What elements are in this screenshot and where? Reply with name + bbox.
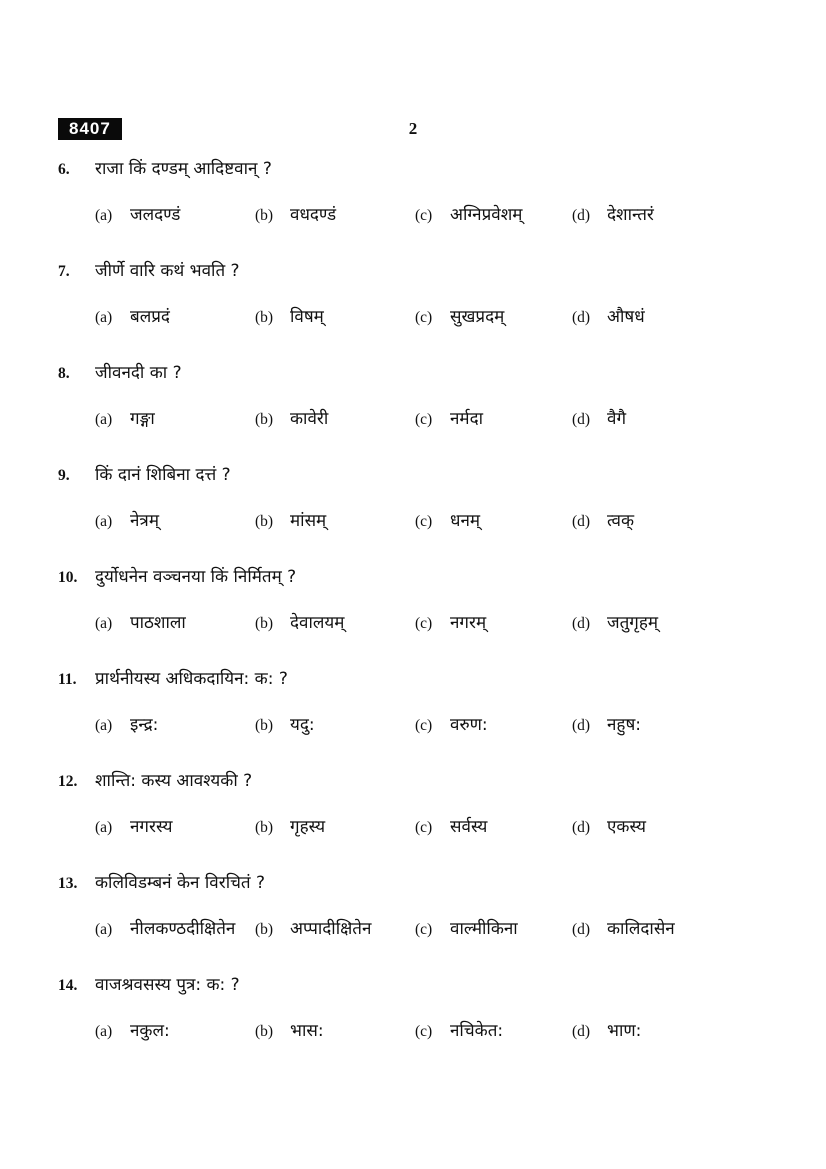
option-text: बलप्रदं bbox=[130, 307, 170, 327]
option-a bbox=[95, 814, 255, 841]
option-c bbox=[415, 610, 572, 637]
option-text: नचिकेत: bbox=[450, 1021, 504, 1041]
option-c bbox=[415, 916, 572, 943]
option-label: (a) bbox=[95, 615, 113, 632]
option-text: भास: bbox=[290, 1021, 324, 1041]
question-number: 14. bbox=[58, 977, 78, 994]
question-row bbox=[58, 768, 768, 795]
question-number: 11. bbox=[58, 671, 77, 688]
option-text: वरुण: bbox=[450, 715, 488, 735]
options-row bbox=[95, 712, 768, 739]
option-c bbox=[415, 712, 572, 739]
option-b bbox=[255, 1018, 415, 1045]
option-b bbox=[255, 304, 415, 331]
option-label: (a) bbox=[95, 921, 113, 938]
question-text: प्रार्थनीयस्य अधिकदायिन: क: ? bbox=[95, 669, 288, 689]
option-b bbox=[255, 916, 415, 943]
option-label: (d) bbox=[572, 819, 591, 836]
option-label: (d) bbox=[572, 1023, 591, 1040]
option-text: जतुगृहम् bbox=[607, 613, 659, 633]
question-row bbox=[58, 972, 768, 999]
option-a bbox=[95, 610, 255, 637]
option-label: (b) bbox=[255, 1023, 274, 1040]
question-block bbox=[58, 360, 768, 433]
option-text: वधदण्डं bbox=[290, 205, 337, 225]
option-text: नगरस्य bbox=[130, 817, 173, 837]
option-label: (a) bbox=[95, 207, 113, 224]
options-row bbox=[95, 916, 768, 943]
question-text: किं दानं शिबिना दत्तं ? bbox=[95, 465, 231, 485]
question-row bbox=[58, 870, 768, 897]
question-text: वाजश्रवसस्य पुत्र: क: ? bbox=[95, 975, 240, 995]
option-text: नहुष: bbox=[607, 715, 642, 735]
option-a bbox=[95, 304, 255, 331]
option-b bbox=[255, 202, 415, 229]
question-block bbox=[58, 462, 768, 535]
option-b bbox=[255, 508, 415, 535]
question-row bbox=[58, 564, 768, 591]
option-text: गृहस्य bbox=[290, 817, 326, 837]
question-number: 6. bbox=[58, 161, 70, 178]
option-text: यदु: bbox=[290, 715, 315, 735]
option-text: धनम् bbox=[450, 511, 481, 531]
option-text: गङ्गा bbox=[130, 409, 155, 429]
question-block bbox=[58, 972, 768, 1045]
option-text: भाण: bbox=[607, 1021, 642, 1041]
options-row bbox=[95, 202, 768, 229]
option-d bbox=[572, 712, 768, 739]
question-row bbox=[58, 360, 768, 387]
question-text: दुर्योधनेन वञ्चनया किं निर्मितम् ? bbox=[95, 567, 297, 587]
option-label: (c) bbox=[415, 717, 433, 734]
question-number: 10. bbox=[58, 569, 78, 586]
option-a bbox=[95, 406, 255, 433]
question-number: 9. bbox=[58, 467, 70, 484]
option-text: मांसम् bbox=[290, 511, 327, 531]
option-text: नीलकण्ठदीक्षितेन bbox=[130, 919, 236, 939]
option-label: (c) bbox=[415, 309, 433, 326]
question-text: राजा किं दण्डम् आदिष्टवान् ? bbox=[95, 159, 272, 179]
option-text: इन्द्र: bbox=[130, 715, 159, 735]
options-row bbox=[95, 304, 768, 331]
question-text: जीर्णे वारि कथं भवति ? bbox=[95, 261, 240, 281]
option-label: (b) bbox=[255, 921, 274, 938]
option-text: वैगै bbox=[607, 409, 627, 429]
option-d bbox=[572, 304, 768, 331]
option-b bbox=[255, 814, 415, 841]
option-b bbox=[255, 610, 415, 637]
option-label: (c) bbox=[415, 819, 433, 836]
option-label: (b) bbox=[255, 717, 274, 734]
booklet-code-badge: 8407 bbox=[58, 118, 122, 140]
option-text: कावेरी bbox=[290, 409, 329, 429]
question-text: शान्ति: कस्य आवश्यकी ? bbox=[95, 771, 253, 791]
option-d bbox=[572, 610, 768, 637]
question-number: 7. bbox=[58, 263, 70, 280]
option-d bbox=[572, 508, 768, 535]
option-c bbox=[415, 202, 572, 229]
option-text: औषधं bbox=[607, 307, 645, 327]
question-number: 8. bbox=[58, 365, 70, 382]
option-text: नगरम् bbox=[450, 613, 487, 633]
option-c bbox=[415, 508, 572, 535]
option-d bbox=[572, 406, 768, 433]
option-d bbox=[572, 202, 768, 229]
option-label: (b) bbox=[255, 819, 274, 836]
option-label: (d) bbox=[572, 309, 591, 326]
option-c bbox=[415, 1018, 572, 1045]
option-label: (d) bbox=[572, 513, 591, 530]
option-text: एकस्य bbox=[607, 817, 646, 837]
option-text: नकुल: bbox=[130, 1021, 170, 1041]
option-a bbox=[95, 508, 255, 535]
option-b bbox=[255, 712, 415, 739]
option-c bbox=[415, 406, 572, 433]
option-label: (d) bbox=[572, 615, 591, 632]
question-text: जीवनदी का ? bbox=[95, 363, 182, 383]
question-number: 13. bbox=[58, 875, 78, 892]
question-block bbox=[58, 156, 768, 229]
option-a bbox=[95, 1018, 255, 1045]
option-a bbox=[95, 712, 255, 739]
option-label: (c) bbox=[415, 1023, 433, 1040]
option-label: (c) bbox=[415, 615, 433, 632]
option-label: (a) bbox=[95, 513, 113, 530]
option-label: (c) bbox=[415, 921, 433, 938]
option-label: (c) bbox=[415, 207, 433, 224]
question-block bbox=[58, 768, 768, 841]
options-row bbox=[95, 610, 768, 637]
question-row bbox=[58, 156, 768, 183]
option-d bbox=[572, 916, 768, 943]
option-label: (a) bbox=[95, 717, 113, 734]
question-block bbox=[58, 564, 768, 637]
option-text: पाठशाला bbox=[130, 613, 186, 633]
option-a bbox=[95, 202, 255, 229]
option-a bbox=[95, 916, 255, 943]
option-text: अग्निप्रवेशम् bbox=[450, 205, 523, 225]
option-label: (b) bbox=[255, 615, 274, 632]
option-label: (a) bbox=[95, 309, 113, 326]
option-label: (b) bbox=[255, 309, 274, 326]
option-label: (c) bbox=[415, 411, 433, 428]
option-b bbox=[255, 406, 415, 433]
page-header bbox=[58, 118, 768, 142]
option-label: (d) bbox=[572, 207, 591, 224]
question-text: कलिविडम्बनं केन विरचितं ? bbox=[95, 873, 266, 893]
option-text: नेत्रम् bbox=[130, 511, 159, 531]
options-row bbox=[95, 406, 768, 433]
option-text: विषम् bbox=[290, 307, 324, 327]
option-text: वाल्मीकिना bbox=[450, 919, 518, 939]
page-number: 2 bbox=[408, 119, 418, 138]
question-block bbox=[58, 666, 768, 739]
option-label: (b) bbox=[255, 411, 274, 428]
option-text: देशान्तरं bbox=[607, 205, 654, 225]
questions-list bbox=[58, 156, 768, 1045]
option-d bbox=[572, 1018, 768, 1045]
option-text: कालिदासेन bbox=[607, 919, 675, 939]
option-c bbox=[415, 304, 572, 331]
option-text: सर्वस्य bbox=[450, 817, 488, 837]
option-label: (b) bbox=[255, 207, 274, 224]
question-row bbox=[58, 258, 768, 285]
options-row bbox=[95, 1018, 768, 1045]
question-row bbox=[58, 462, 768, 489]
option-label: (d) bbox=[572, 921, 591, 938]
option-label: (a) bbox=[95, 411, 113, 428]
question-block bbox=[58, 870, 768, 943]
option-text: सुखप्रदम् bbox=[450, 307, 505, 327]
options-row bbox=[95, 508, 768, 535]
option-text: देवालयम् bbox=[290, 613, 345, 633]
option-label: (d) bbox=[572, 411, 591, 428]
option-text: अप्पादीक्षितेन bbox=[290, 919, 372, 939]
option-text: जलदण्डं bbox=[130, 205, 181, 225]
option-label: (a) bbox=[95, 819, 113, 836]
option-c bbox=[415, 814, 572, 841]
question-block bbox=[58, 258, 768, 331]
option-text: त्वक् bbox=[607, 511, 635, 531]
options-row bbox=[95, 814, 768, 841]
option-label: (d) bbox=[572, 717, 591, 734]
question-row bbox=[58, 666, 768, 693]
option-label: (c) bbox=[415, 513, 433, 530]
question-number: 12. bbox=[58, 773, 78, 790]
option-d bbox=[572, 814, 768, 841]
option-label: (a) bbox=[95, 1023, 113, 1040]
option-label: (b) bbox=[255, 513, 274, 530]
option-text: नर्मदा bbox=[450, 409, 484, 429]
